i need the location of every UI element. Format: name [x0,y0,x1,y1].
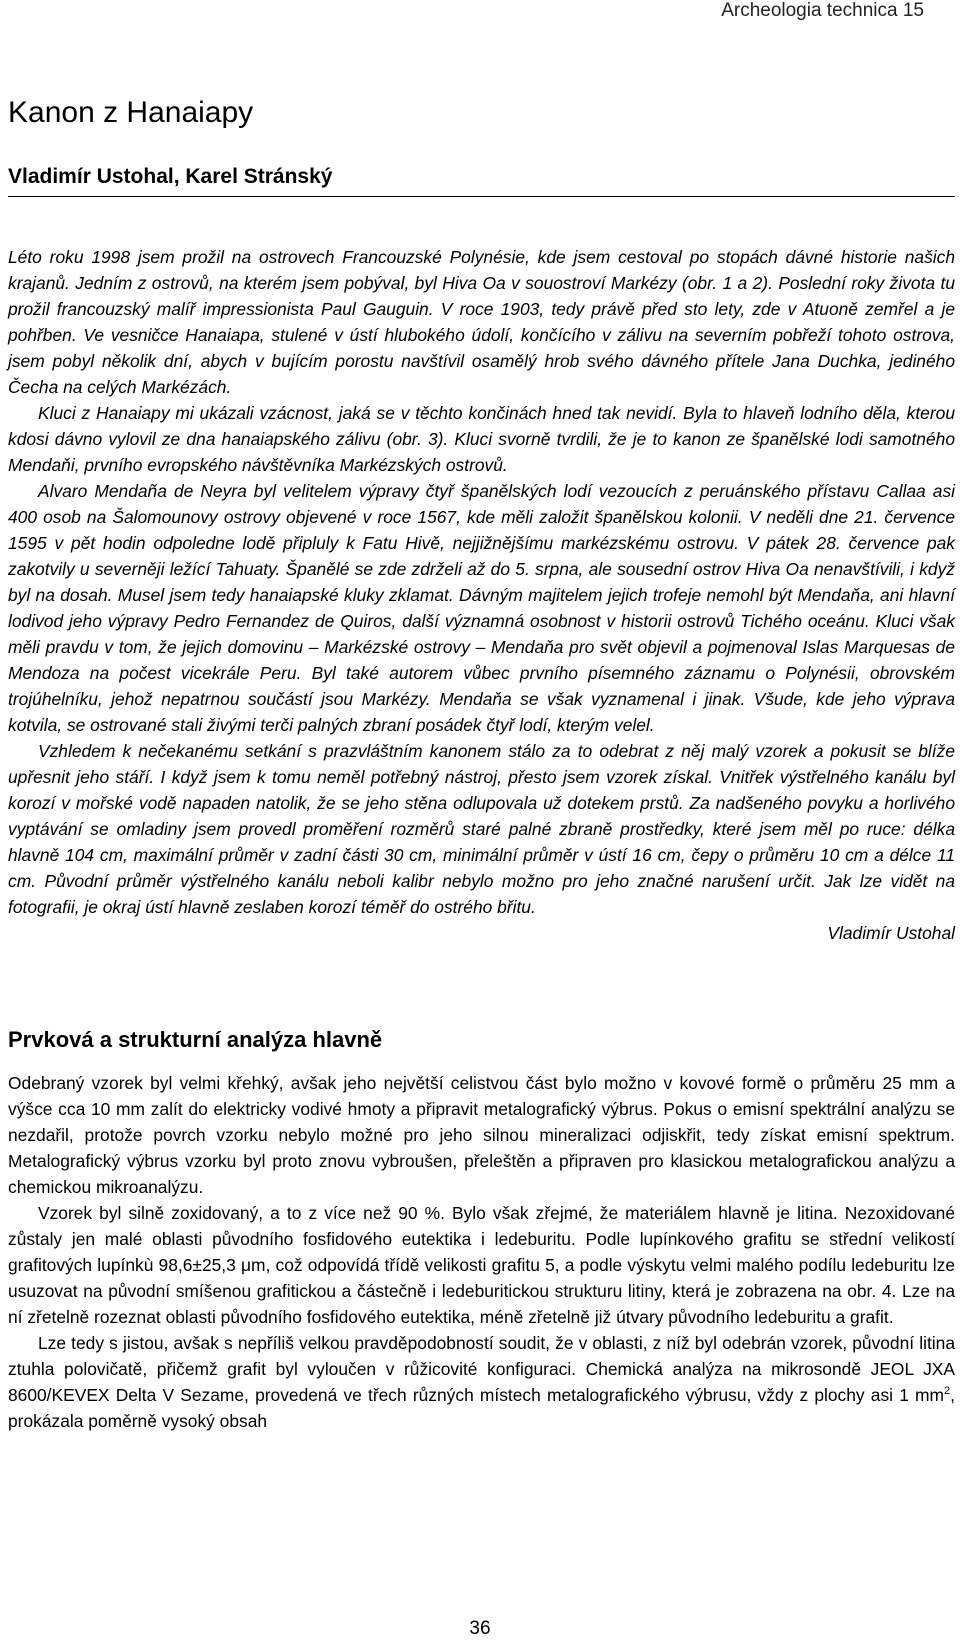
running-header: Archeologia technica 15 [721,0,924,21]
section-body [8,1070,955,1434]
article-authors: Vladimír Ustohal, Karel Stránský [8,165,333,188]
section-paragraph-text-end: , prokázala poměrně vysoký obsah [8,1385,955,1431]
article-title: Kanon z Hanaiapy [8,96,254,129]
article-body [8,244,955,946]
section-paragraph: Vzorek byl silně zoxidovaný, a to z více než 90 %. Bylo však zřejmé, že materiálem hlavně je litina. Nezoxidované zůstaly jen malé oblasti původního fosfidového eutektika i ledeburitu. Podle lupínkového grafitu se střední velikostí grafitových lupínkù 98,6±25,3 μm, což odpovídá třídě velikosti grafitu 5, a podle výskytu velmi malého podílu ledeburitu lze usuzovat na původní smíšenou grafitickou a částečně i ledeburitickou strukturu litiny, která je zobrazena na obr. 4. Lze na ní zřetelně rozeznat oblasti původního fosfidového eutektika, méně zřetelně již útvary původního ledeburitu a grafit. [8,1203,955,1327]
section-paragraph-last [8,1330,955,1434]
section-heading: Prvková a strukturní analýza hlavně [8,1027,383,1052]
section-paragraph: Odebraný vzorek byl velmi křehký, avšak jeho největší celistvou část bylo možno v kovové formě o průměru 25 mm a výšce cca 10 mm zalít do elektricky vodivé hmoty a připravit metalografický výbrus. Pokus o emisní spektrální analýzu se nezdařil, protože povrch vzorku nebylo možné pro jeho silnou mineralizaci odjiskřit, tedy získat emisní spektrum. Metalografický výbrus vzorku byl proto znovu vybroušen, přeleštěn a připraven pro klasickou metalografickou analýzu a chemickou mikroanalýzu. [8,1073,955,1197]
page-number: 36 [469,1618,491,1639]
article-paragraph: Léto roku 1998 jsem prožil na ostrovech Francouzské Polynésie, kde jsem cestoval po stopách dávné historie našich krajanů. Jedním z ostrovů, na kterém jsem pobýval, byl Hiva Oa v souostroví Markézy (obr. 1 a 2). Poslední roky života tu prožil francouzský malíř impressionista Paul Gauguin. V roce 1903, tedy právě před sto lety, zde v Atuoně zemřel a je pohřben. Ve vesničce Hanaiapa, stulené v ústí hlubokého údolí, končícího v zálivu na severním pobřeží tohoto ostrova, jsem pobyl několik dní, abych v bujícím porostu navštívil osamělý hrob svého dávného přítele Jana Duchka, jediného Čecha na celých Markézách. [8,247,955,397]
superscript: 2 [944,1385,951,1398]
article-paragraph: Alvaro Mendaña de Neyra byl velitelem výpravy čtyř španělských lodí vezoucích z peruánského přístavu Callaa asi 400 osob na Šalomounovy ostrovy objevené v roce 1567, kde měli založit španělskou kolonii. V neděli dne 21. července 1595 v pět hodin odpoledne lodě připluly k Fatu Hivě, nejjižnějšímu markézskému ostrovu. V pátek 28. července pak zakotvily u severněji ležící Tahuaty. Španělé se zde zdrželi až do 5. srpna, ale sousední ostrov Hiva Oa nenavštívili, i když byl na dosah. Musel jsem tedy hanaiapské kluky zklamat. Dávným majitelem jejich trofeje nemohl být Mendaňa, ani hlavní lodivod jeho výpravy Pedro Fernandez de Quiros, další významná osobnost v historii ostrovů Tichého oceánu. Kluci však měli pravdu v tom, že jejich domovinu – Markézské ostrovy – Mendaňa pro svět objevil a pojmenoval Islas Marquesas de Mendoza na počest vicekrále Peru. Byl také autorem vůbec prvního písemného záznamu o Polynésii, obrovském trojúhelníku, jehož nepatrnou součástí jsou Markézy. Mendaňa se však vyznamenal i jinak. Všude, kde jeho výprava kotvila, se ostrované stali živými terči palných zbraní posádek čtyř lodí, kterým velel. [8,481,955,735]
section-paragraph-text: Lze tedy s jistou, avšak s nepříliš velkou pravděpodobností soudit, že v oblasti, z níž byl odebrán vzorek, původní litina ztuhla polovičatě, přičemž grafit byl vyloučen v růžicovité konfiguraci. Chemická analýza na mikrosondě JEOL JXA 8600/KEVEX Delta V Sezame, provedená ve třech různých místech metalografického výbrusu, vždy z plochy asi 1 mm [8,1333,955,1405]
title-divider [8,196,955,197]
article-paragraph: Vzhledem k nečekanému setkání s prazvláštním kanonem stálo za to odebrat z něj malý vzorek a pokusit se blíže upřesnit jeho stáří. I když jsem k tomu neměl potřebný nástroj, přesto jsem vzorek získal. Vnitřek výstřelného kanálu byl korozí v mořské vodě napaden natolik, že se jeho stěna odlupovala už dotekem prstů. Za nadšeného povyku a horlivého vyptávání se omladiny jsem provedl proměření rozměrů staré palné zbraně prostředky, které jsem měl po ruce: délka hlavně 104 cm, maximální průměr v zadní části 30 cm, minimální průměr v ústí 16 cm, čepy o průměru 10 cm a délce 11 cm. Původní průměr výstřelného kanálu neboli kalibr nebylo možno pro jeho značné narušení určit. Jak lze vidět na fotografii, je okraj ústí hlavně zeslaben korozí téměř do ostrého břitu. [8,741,955,917]
author-signature: Vladimír Ustohal [827,923,955,943]
article-paragraph: Kluci z Hanaiapy mi ukázali vzácnost, jaká se v těchto končinách hned tak nevidí. Byla to hlaveň lodního děla, kterou kdosi dávno vylovil ze dna hanaiapského zálivu (obr. 3). Kluci svorně tvrdili, že je to kanon ze španělské lodi samotného Mendaňi, prvního evropského návštěvníka Markézských ostrovů. [8,403,955,475]
